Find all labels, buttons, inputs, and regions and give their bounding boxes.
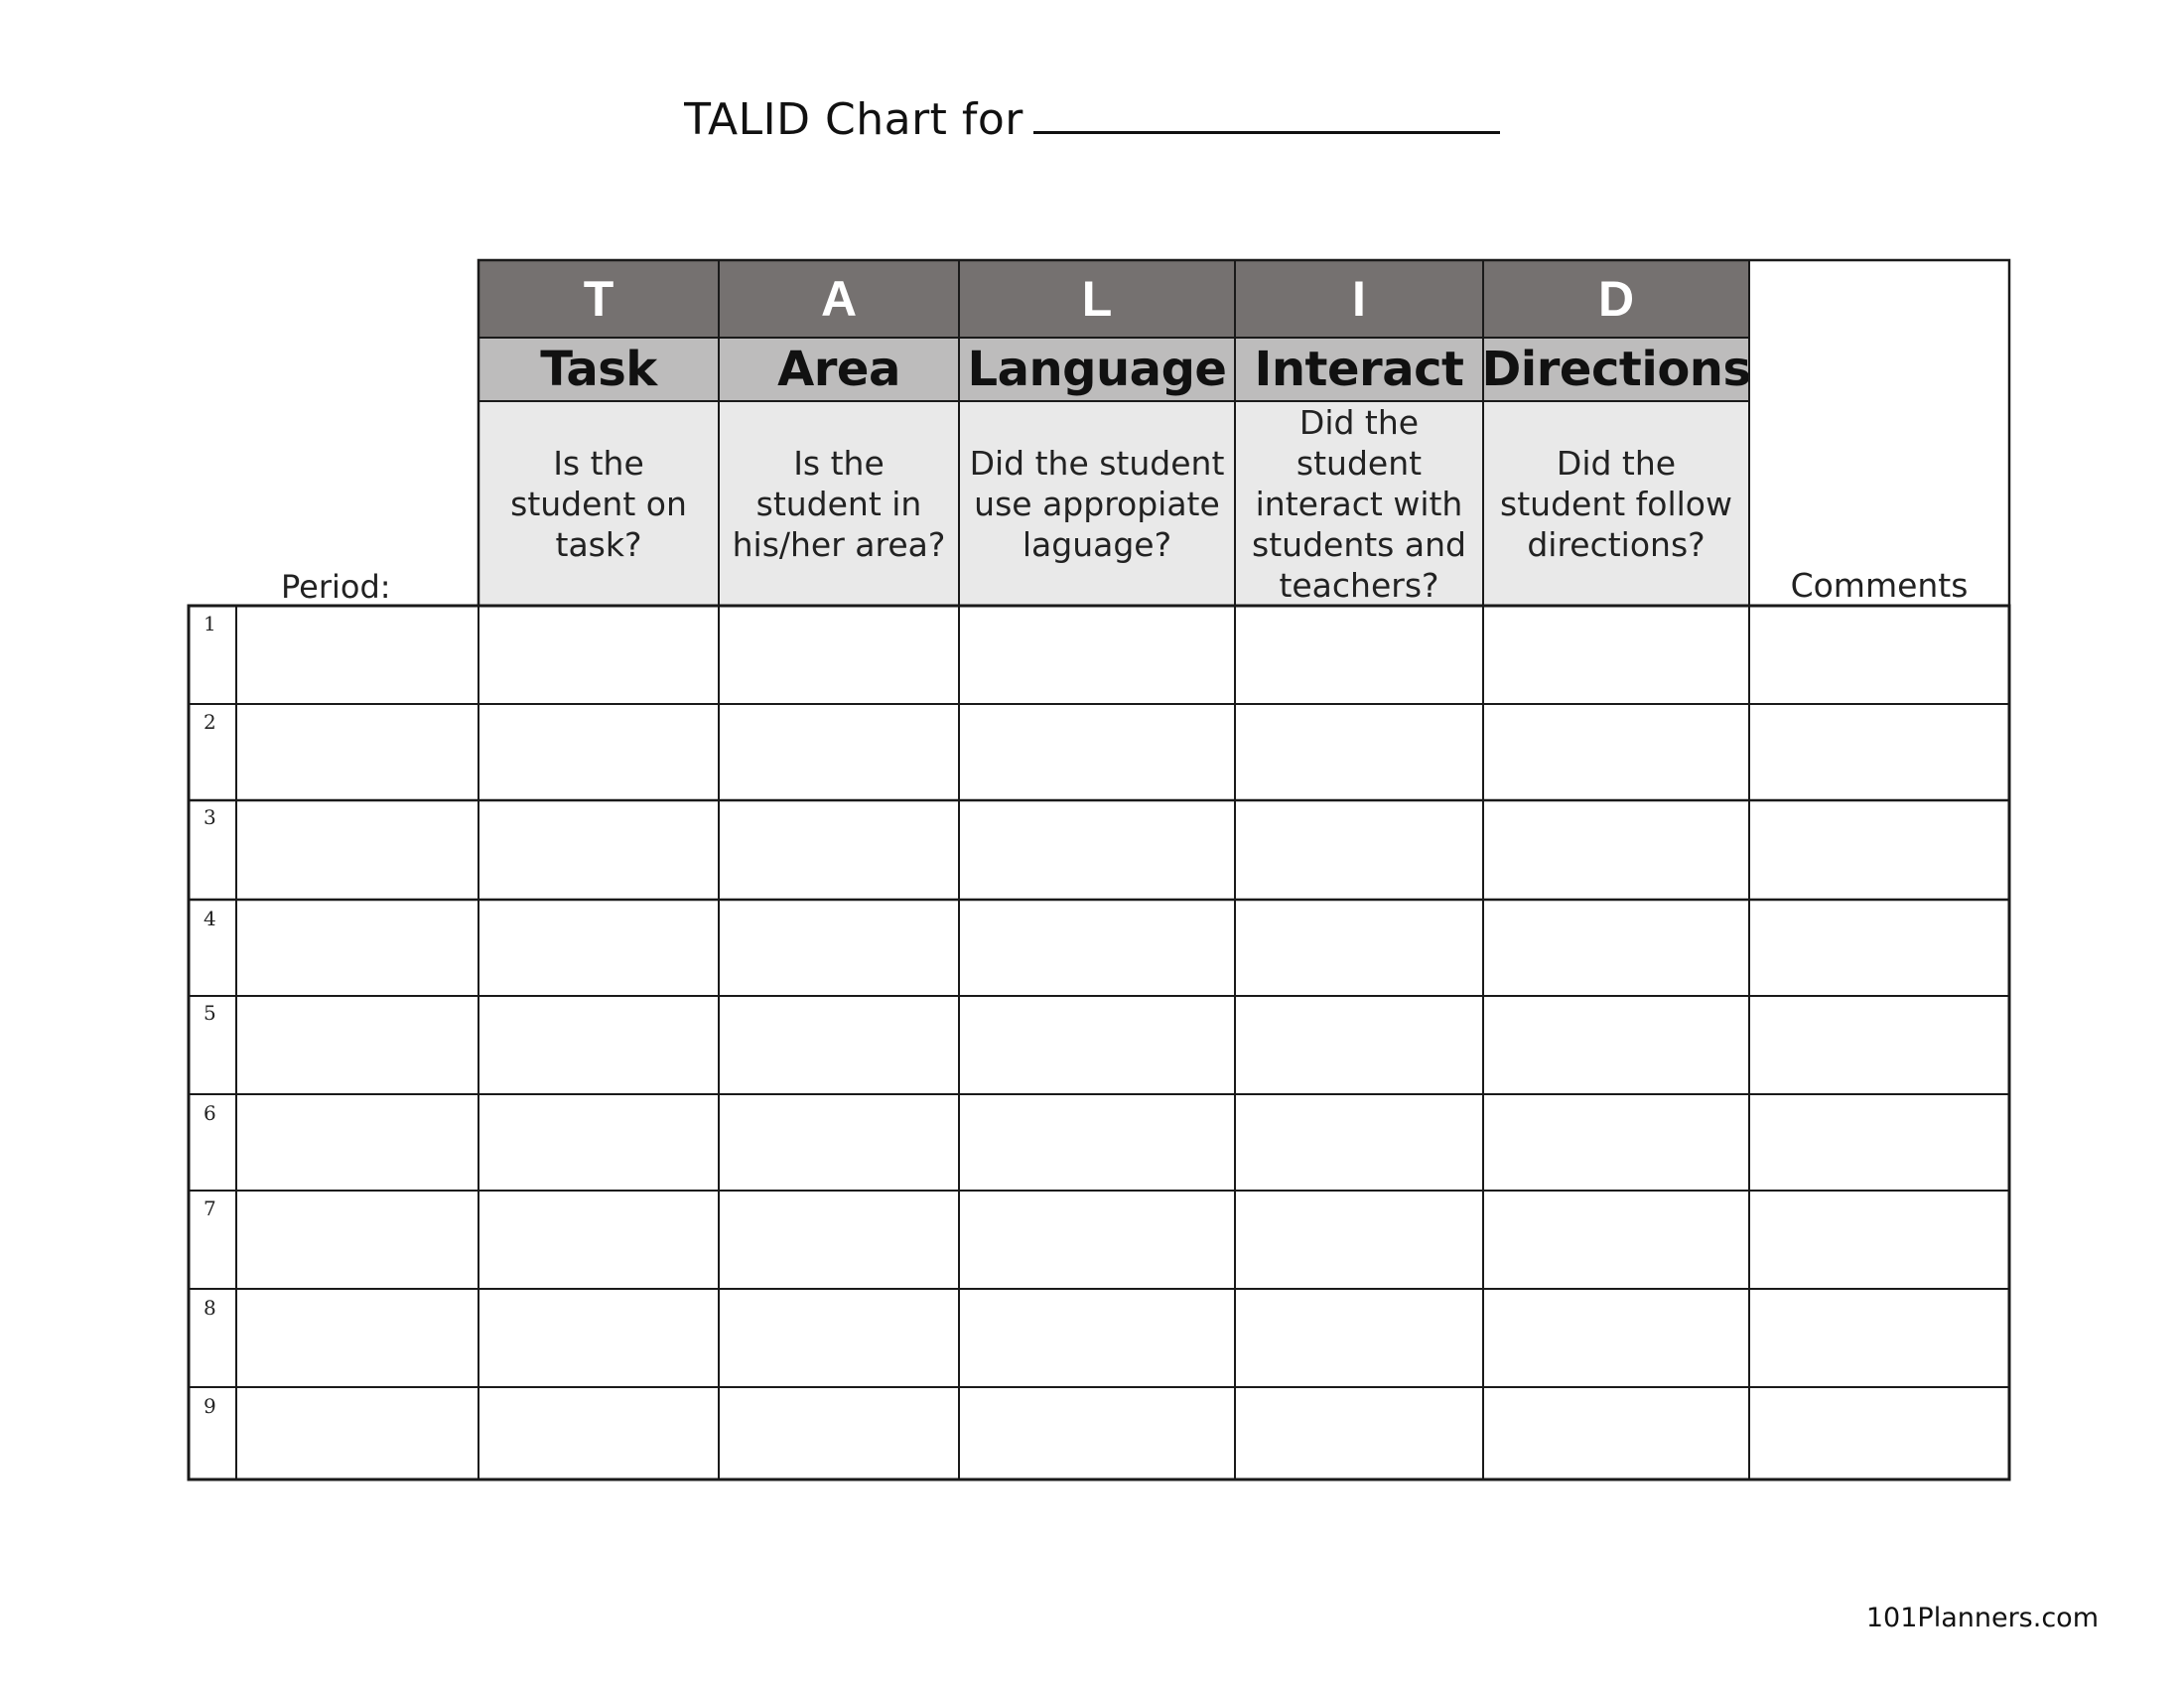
row-number-9: 9 (204, 1394, 216, 1418)
header-letter-l: L (959, 260, 1235, 338)
header-letter-t: T (478, 260, 719, 338)
row-number-2: 2 (204, 710, 216, 734)
header-question-directions: Did the student follow directions? (1483, 401, 1749, 606)
header-question-area: Is the student in his/her area? (719, 401, 959, 606)
header-question-interact: Did the student interact with students and teachers? (1235, 401, 1483, 606)
row-number-8: 8 (204, 1296, 216, 1320)
period-label: Period: (281, 568, 391, 606)
header-outline (478, 260, 2009, 606)
header-word-language: Language (959, 338, 1235, 401)
row-number-1: 1 (204, 612, 216, 635)
header-letter-a: A (719, 260, 959, 338)
header-word-interact: Interact (1235, 338, 1483, 401)
header-word-directions: Directions (1483, 338, 1749, 401)
row-number-5: 5 (204, 1001, 216, 1025)
header-question-task: Is the student on task? (478, 401, 719, 606)
footer-brand: 101Planners.com (1865, 1603, 2099, 1633)
row-number-6: 6 (204, 1101, 216, 1125)
header-letter-i: I (1235, 260, 1483, 338)
comments-label: Comments (1790, 566, 1969, 605)
header-question-language: Did the student use appropiate laguage? (959, 401, 1235, 606)
chart-title-text: TALID Chart for (684, 94, 1024, 145)
row-number-4: 4 (204, 907, 216, 930)
header-letter-d: D (1483, 260, 1749, 338)
header-word-area: Area (719, 338, 959, 401)
header-word-task: Task (478, 338, 719, 401)
row-number-7: 7 (204, 1196, 216, 1220)
body-outline (189, 606, 2009, 1479)
row-number-3: 3 (204, 805, 216, 829)
